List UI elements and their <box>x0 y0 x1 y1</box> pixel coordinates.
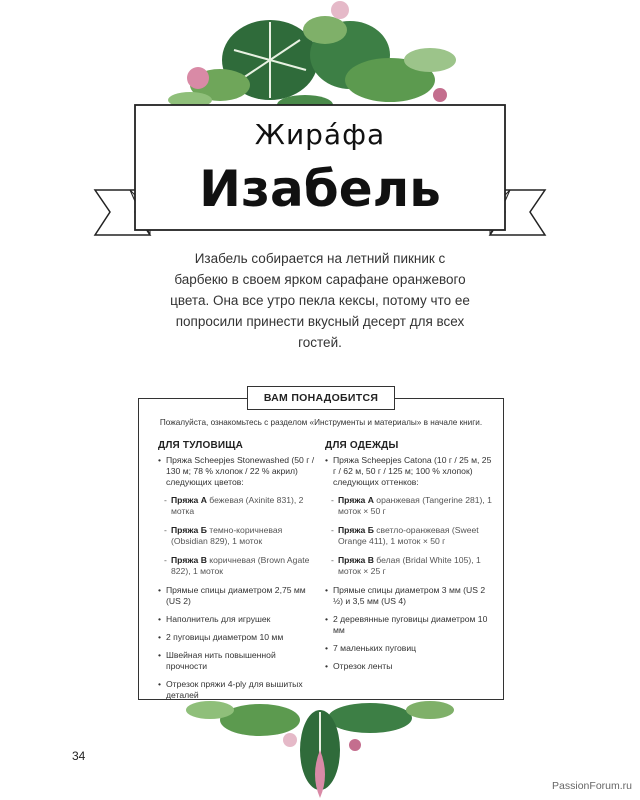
yarn-v-label: Пряжа В <box>338 555 374 565</box>
body-materials-column <box>158 440 318 708</box>
list-item: • 2 деревянные пуговицы диаметром 10 мм <box>325 614 495 636</box>
watermark: PassionForum.ru <box>552 780 632 792</box>
intro-paragraph: Изабель собирается на летний пикник с барбекю в своем ярком сарафане оранжевого цвета. Она все утро пекла кексы, потому что ее попросили принести вкусный десерт для всех гостей. <box>170 251 470 350</box>
list-item: • Отрезок ленты <box>325 661 495 672</box>
list-item: • Отрезок пряжи 4-ply для вышитых деталей <box>158 679 318 701</box>
yarn-b-label: Пряжа Б <box>171 525 207 535</box>
list-item: • Швейная нить повышенной прочности <box>158 650 318 672</box>
yarn-a-label: Пряжа А <box>171 495 207 505</box>
list-item: • Прямые спицы диаметром 2,75 мм (US 2) <box>158 585 318 607</box>
tropical-leaves-bottom-illustration <box>170 680 470 800</box>
materials-header: ВАМ ПОНАДОБИТСЯ <box>247 386 395 410</box>
yarn-v-text: белая (Bridal White 105), 1 моток × 25 г <box>338 555 481 576</box>
list-item: • Прямые спицы диаметром 3 мм (US 2 ½) и 3,5 мм (US 4) <box>325 585 495 607</box>
yarn-v-item <box>164 555 318 577</box>
yarn-b-text: светло-оранжевая (Sweet Orange 411), 1 моток × 50 г <box>338 525 479 546</box>
yarn-v-text: коричневая (Brown Agate 822), 1 моток <box>171 555 310 576</box>
yarn-b-item <box>331 525 495 547</box>
page-number: 34 <box>72 749 86 763</box>
yarn-a-item <box>331 495 495 517</box>
list-item: • Наполнитель для игрушек <box>158 614 318 625</box>
list-item: • 2 пуговицы диаметром 10 мм <box>158 632 318 643</box>
yarn-b-text: темно-коричневая (Obsidian 829), 1 моток <box>171 525 283 546</box>
clothes-materials-title: ДЛЯ ОДЕЖДЫ <box>325 440 399 451</box>
yarn-v-label: Пряжа В <box>171 555 207 565</box>
materials-note: Пожалуйста, ознакомьтесь с разделом «Инструменты и материалы» в начале книги. <box>159 418 483 427</box>
list-item: • Пряжа Scheepjes Stonewashed (50 г / 130 м; 78 % хлопок / 22 % акрил) следующих цветов: <box>158 455 318 488</box>
list-item: • Пряжа Scheepjes Catona (10 г / 25 м, 25 г / 62 м, 50 г / 125 м; 100 % хлопок) следующих оттенков: <box>325 455 495 488</box>
yarn-a-item <box>164 495 318 517</box>
yarn-v-item <box>331 555 495 577</box>
yarn-a-label: Пряжа А <box>338 495 374 505</box>
yarn-a-text: оранжевая (Tangerine 281), 1 моток × 50 г <box>338 495 492 516</box>
body-materials-title: ДЛЯ ТУЛОВИЩА <box>158 440 244 451</box>
clothes-materials-column <box>325 440 495 679</box>
yarn-b-label: Пряжа Б <box>338 525 374 535</box>
list-item: • 7 маленьких пуговиц <box>325 643 495 654</box>
title-line-2: Изабель <box>199 160 441 218</box>
yarn-b-item <box>164 525 318 547</box>
yarn-a-text: бежевая (Axinite 831), 2 мотка <box>171 495 304 516</box>
title-line-1: Жира́фа <box>254 118 386 151</box>
